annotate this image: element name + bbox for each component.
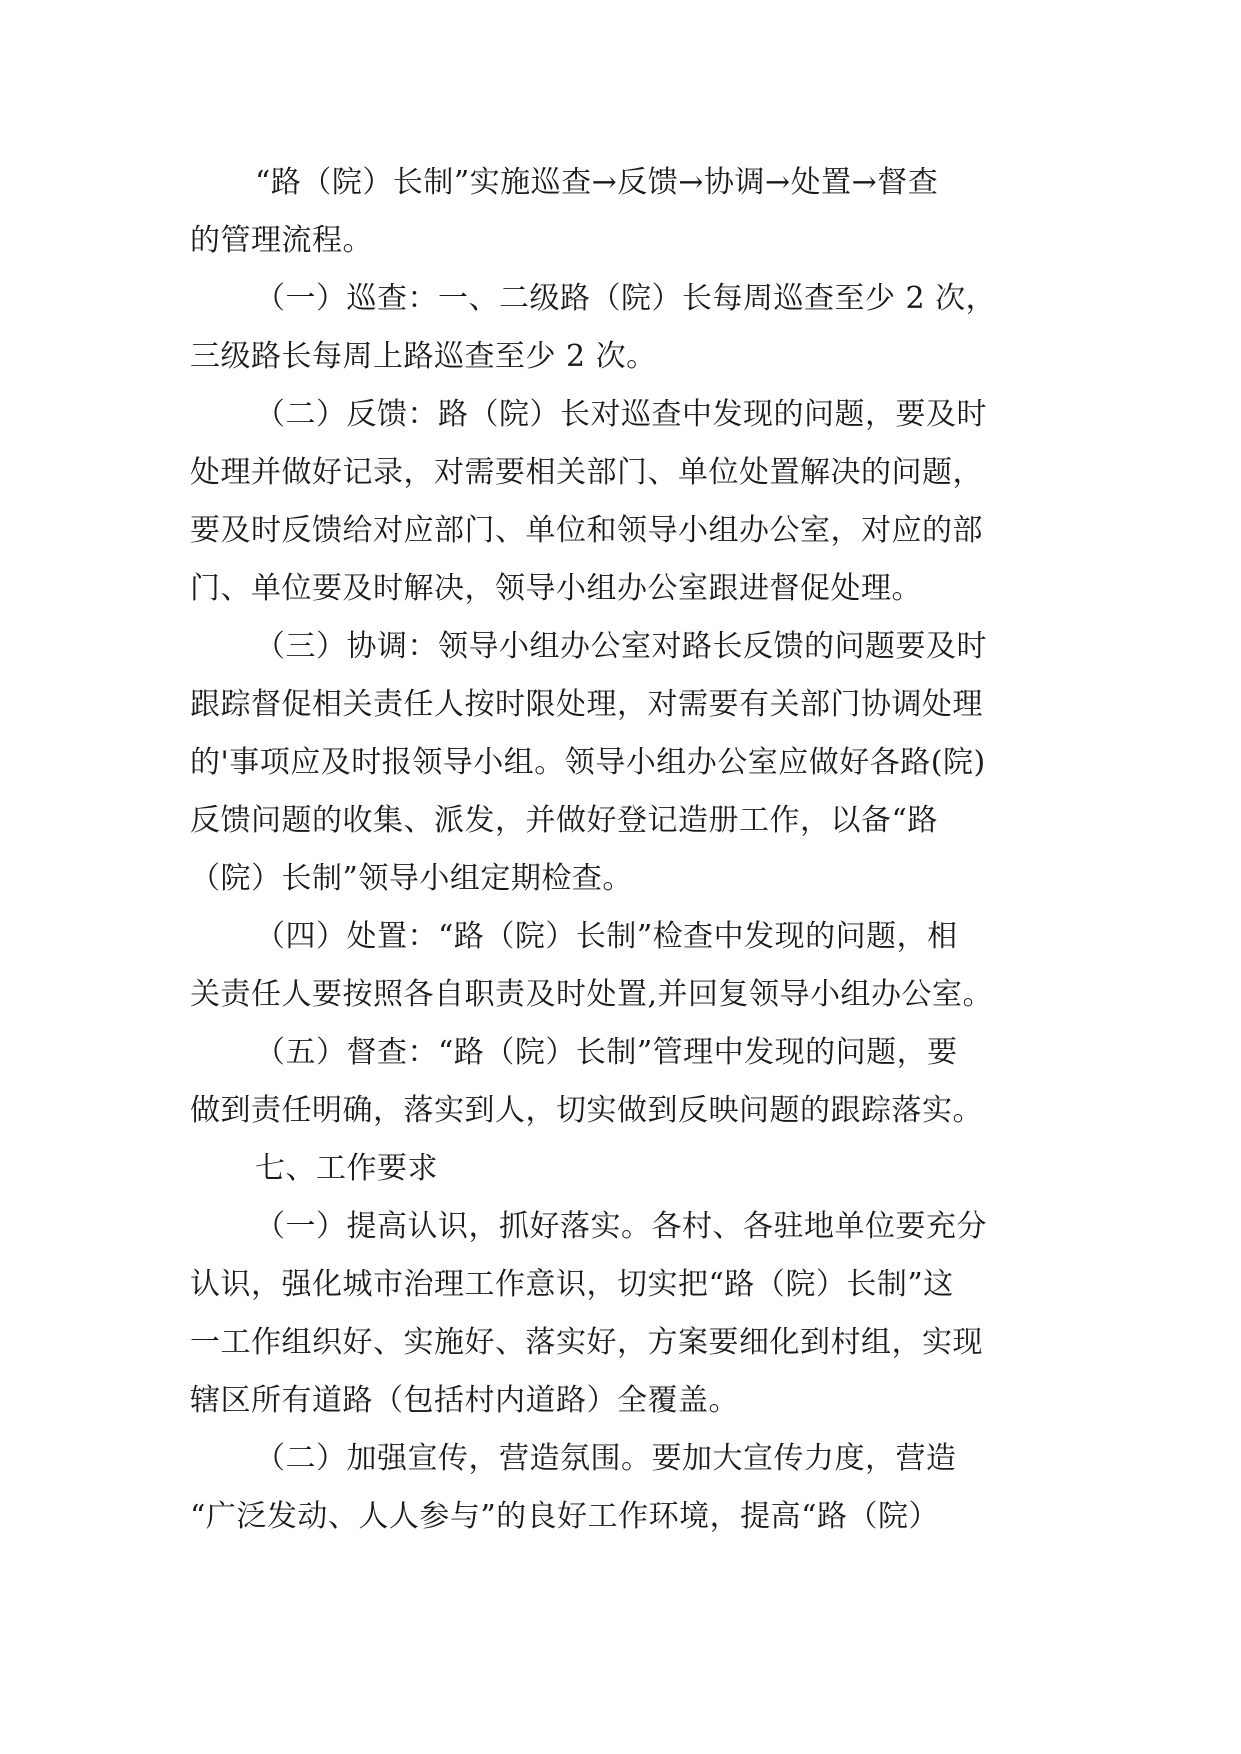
text-line: 跟踪督促相关责任人按时限处理，对需要有关部门协调处理: [190, 687, 983, 722]
text-line: 三级路长每周上路巡查至少 2 次。: [190, 339, 657, 374]
text-line: 关责任人要按照各自职责及时处置,并回复领导小组办公室。: [190, 977, 994, 1012]
text-line: 辖区所有道路（包括村内道路）全覆盖。: [190, 1383, 739, 1418]
text-line: （二）加强宣传，营造氛围。要加大宣传力度，营造: [255, 1441, 957, 1476]
text-line: 门、单位要及时解决，领导小组办公室跟进督促处理。: [190, 571, 922, 606]
text-line: 处理并做好记录，对需要相关部门、单位处置解决的问题，: [190, 455, 983, 490]
text-line: 的'事项应及时报领导小组。领导小组办公室应做好各路(院): [190, 745, 986, 780]
text-line: （三）协调：领导小组办公室对路长反馈的问题要及时: [255, 629, 987, 664]
text-line: （二）反馈：路（院）长对巡查中发现的问题，要及时: [255, 397, 987, 432]
text-line: “广泛发动、人人参与”的良好工作环境，提高“路（院）: [190, 1499, 940, 1534]
text-line: 认识，强化城市治理工作意识，切实把“路（院）长制”这: [190, 1267, 954, 1302]
text-line: 一工作组织好、实施好、落实好，方案要细化到村组，实现: [190, 1325, 983, 1360]
text-line: （一）巡查：一、二级路（院）长每周巡查至少 2 次，: [255, 281, 997, 316]
text-line: 的管理流程。: [190, 223, 373, 258]
text-line: （四）处置：“路（院）长制”检查中发现的问题，相: [255, 919, 958, 954]
text-line: 要及时反馈给对应部门、单位和领导小组办公室，对应的部: [190, 513, 983, 548]
text-line: 反馈问题的收集、派发，并做好登记造册工作，以备“路: [190, 803, 938, 838]
text-line: “路（院）长制”实施巡查→反馈→协调→处置→督查: [255, 165, 939, 200]
text-line: （院）长制”领导小组定期检查。: [190, 861, 633, 896]
text-line: （五）督查：“路（院）长制”管理中发现的问题，要: [255, 1035, 958, 1070]
text-line: （一）提高认识，抓好落实。各村、各驻地单位要充分: [255, 1209, 987, 1244]
section-heading: 七、工作要求: [255, 1151, 438, 1186]
text-line: 做到责任明确，落实到人，切实做到反映问题的跟踪落实。: [190, 1093, 983, 1128]
